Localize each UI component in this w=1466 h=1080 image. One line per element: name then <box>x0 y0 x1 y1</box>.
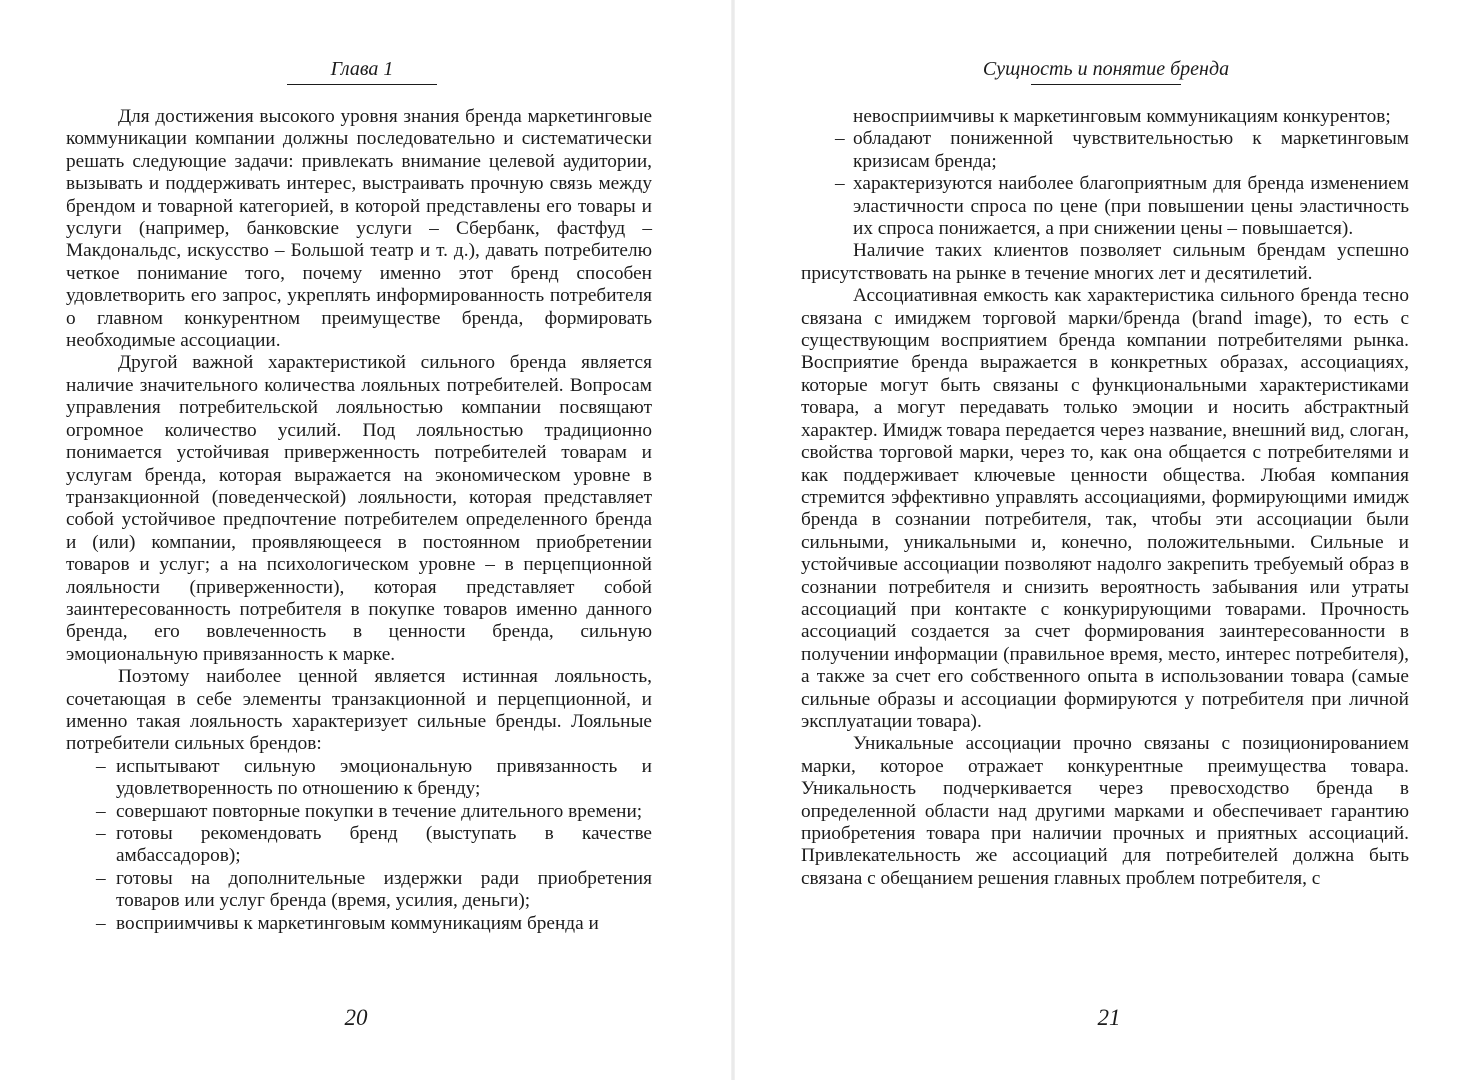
right-paragraph-2: Ассоциативная емкость как характеристика сильного бренда тесно связана с имиджем торговой марки/бренда (brand image), то есть с существующим восприятием бренда компании потребителями рынка. Восприятие бренда выражается в конкретных образах, ассоциациях, которые могут быть связаны с функциональными характеристиками товара, а могут передавать только эмоции и носить абстрактный характер. Имидж товара передается через название, внешний вид, слоган, свойства торговой марки, через то, как она общается с потребителями и как поддерживает ключевые ценности общества. Любая компания стремится эффективно управлять ассоциациями, формирующими имидж бренда в сознании потребителя, так, чтобы эти ассоциации были сильными, уникальными и, конечно, положительными. Сильные и устойчивые ассоциации позволяют надолго закрепить требуемый образ в сознании потребителя и снизить вероятность забывания или утраты ассоциаций при контакте с конкурирующими товарами. Прочность ассоциаций создается за счет формирования заинтересованности в получении информации (правильное время, место, интерес потребителя), а также за счет его собственного опыта в использовании товара (самые сильные образы и ассоциации формируются у потребителя при личной эксплуатации товара). <box>801 285 1409 732</box>
list-item: – испытывают сильную эмоциональную привязанность и удовлетворенность по отношению к бренду; <box>66 756 652 801</box>
right-paragraph-1: Наличие таких клиентов позволяет сильным брендам успешно присутствовать на рынке в течение многих лет и десятилетий. <box>801 240 1409 284</box>
list-item: – совершают повторные покупки в течение длительного времени; <box>66 801 652 823</box>
right-running-head-rule <box>1031 84 1181 85</box>
left-page-number: 20 <box>344 1005 368 1030</box>
list-item: – обладают пониженной чувствительностью к маркетинговым кризисам бренда; <box>801 128 1409 173</box>
right-page <box>733 0 1466 1080</box>
left-running-head-rule <box>287 84 437 85</box>
left-running-head-text: Глава 1 <box>330 58 394 80</box>
list-item: – готовы на дополнительные издержки ради приобретения товаров или услуг бренда (время, усилия, деньги); <box>66 868 652 913</box>
list-item: – характеризуются наиболее благоприятным для бренда изменением эластичности спроса по цене (при повышении цены эластичность их спроса понижается, а при снижении цены – повышается). <box>801 173 1409 240</box>
list-item: – восприимчивы к маркетинговым коммуникациям бренда и <box>66 913 652 935</box>
list-item-continuation: невосприимчивы к маркетинговым коммуникациям конкурентов; <box>853 106 1391 127</box>
right-body-text <box>801 106 1409 890</box>
right-page-number: 21 <box>1097 1005 1121 1030</box>
left-running-head <box>262 56 462 85</box>
left-loyal-traits-list <box>66 756 652 935</box>
left-paragraph-3: Поэтому наиболее ценной является истинная лояльность, сочетающая в себе элементы транзакционной и перцепционной, и именно такая лояльность характеризует сильные бренды. Лояльные потребители сильных брендов: <box>66 666 652 755</box>
list-item: – готовы рекомендовать бренд (выступать в качестве амбассадоров); <box>66 823 652 868</box>
right-running-head <box>953 56 1259 85</box>
right-paragraph-3: Уникальные ассоциации прочно связаны с позиционированием марки, которое отражает конкурентные преимущества товара. Уникальность подчеркивается через превосходство бренда в определенной области над другими марками и обеспечивает гарантию приобретения товара при наличии прочных и приятных ассоциаций. Привлекательность же ассоциаций для потребителей должна быть связана с обещанием решения главных проблем потребителя, с <box>801 733 1409 889</box>
left-paragraph-2: Другой важной характеристикой сильного бренда является наличие значительного количества лояльных потребителей. Вопросам управления потребительской лояльностью компании посвящают огромное количество усилий. Под лояльностью традиционно понимается устойчивая приверженность потребителей товарам и услугам бренда, которая выражается на экономическом уровне в транзакционной (поведенческой) лояльности, которая представляет собой устойчивое предпочтение потребителем определенного бренда и (или) компании, проявляющееся в постоянном приобретении товаров и услуг; а на психологическом уровне – в перцепционной лояльности (приверженности), которая представляет собой заинтересованность потребителя в покупке товаров именно данного бренда, его вовлеченность в ценности бренда, сильную эмоциональную привязанность к марке. <box>66 352 652 665</box>
right-loyal-traits-list <box>801 106 1409 240</box>
right-running-head-text: Сущность и понятие бренда <box>982 58 1230 80</box>
left-body-text <box>66 106 652 935</box>
left-paragraph-1: Для достижения высокого уровня знания бренда маркетинговые коммуникации компании должны последовательно и систематически решать следующие задачи: привлекать внимание целевой аудитории, вызывать и поддерживать интерес, выстраивать прочную связь между брендом и товарной категорией, в которой представлены его товары и услуги (например, банковские услуги – Сбербанк, фастфуд – Макдональдс, искусство – Большой театр и т. д.), давать потребителю четкое понимание того, почему именно этот бренд способен удовлетворить его запрос, укреплять информированность потребителя о главном конкурентном преимуществе бренда, формировать необходимые ассоциации. <box>66 106 652 352</box>
